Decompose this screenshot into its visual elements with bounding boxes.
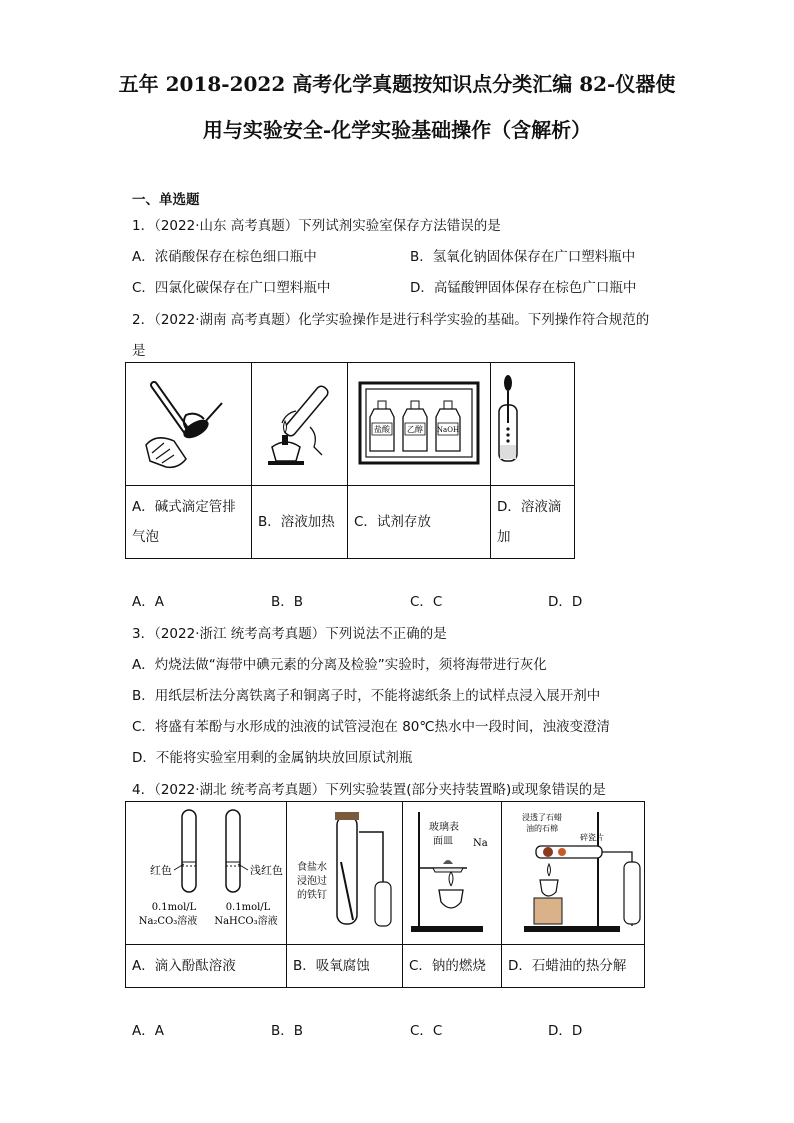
reagent-shelf-illustration (348, 363, 490, 481)
doc-title-line1: 五年 2018-2022 高考化学真题按知识点分类汇编 82-仪器使 (118, 72, 676, 96)
q2-figure-table (125, 362, 575, 559)
label-na2co3: Na₂CO₃溶液 (138, 916, 198, 927)
q3-option-c: C．将盛有苯酚与水形成的浊液的试管浸泡在 80℃热水中一段时间，浊液变澄清 (132, 719, 611, 735)
q2-choice-a[interactable]: A．A (132, 594, 164, 610)
q4-figure-table (125, 801, 645, 988)
q2-stem-line1: 2．（2022·湖南 高考真题）化学实验操作是进行科学实验的基础。下列操作符合规范的 (132, 312, 650, 328)
sodium-combustion-illustration (403, 802, 501, 940)
doc-title-line2: 用与实验安全-化学实验基础操作（含解析） (202, 118, 592, 142)
q1-option-c: C．四氯化碳保存在广口塑料瓶中 (132, 280, 331, 296)
q2-choice-c[interactable]: C．C (410, 594, 443, 610)
q3-option-b: B．用纸层析法分离铁离子和铜离子时，不能将滤纸条上的试样点浸入展开剂中 (132, 688, 601, 704)
q2-choice-b[interactable]: B．B (271, 594, 304, 610)
q2-figure-a (126, 363, 252, 486)
q3-option-a: A．灼烧法做“海带中碘元素的分离及检验”实验时，须将海带进行灰化 (132, 657, 547, 673)
label-saltwater: 食盐水 (297, 862, 327, 873)
q4-figure-d (502, 802, 645, 945)
q3-option-d: D．不能将实验室用剩的金属钠块放回原试剂瓶 (132, 750, 413, 766)
label-light-red: 浅红色 (250, 864, 283, 877)
q2-caption-c: C．试剂存放 (348, 486, 491, 559)
q1-option-a: A．浓硝酸保存在棕色细口瓶中 (132, 249, 317, 265)
q4-figure-c (403, 802, 502, 945)
label-iron-nail: 的铁钉 (297, 890, 327, 901)
label-watch-glass-1: 玻璃表 (429, 822, 459, 833)
label-conc-2: 0.1mol/L (225, 902, 271, 913)
label-conc-1: 0.1mol/L (151, 902, 197, 913)
q1-option-d: D．高锰酸钾固体保存在棕色广口瓶中 (410, 280, 637, 296)
q2-choice-d[interactable]: D．D (548, 594, 583, 610)
q2-caption-b: B．溶液加热 (252, 486, 348, 559)
q2-caption-d: D．溶液滴 加 (491, 486, 575, 559)
q4-figure-b (287, 802, 403, 945)
q4-caption-d: D．石蜡油的热分解 (502, 945, 645, 988)
q4-choice-c[interactable]: C．C (410, 1023, 443, 1039)
q4-caption-c: C．钠的燃烧 (403, 945, 502, 988)
label-asbestos-2: 油的石棉 (526, 824, 558, 833)
dropper-illustration (491, 363, 574, 481)
phenolphthalein-tubes-illustration (126, 802, 286, 940)
q2-figure-b (252, 363, 348, 486)
label-nahco3: NaHCO₃溶液 (214, 916, 278, 927)
label-red: 红色 (150, 864, 172, 877)
q3-stem: 3．（2022·浙江 统考高考真题）下列说法不正确的是 (132, 626, 447, 642)
q2-figure-c (348, 363, 491, 486)
paraffin-cracking-illustration (502, 802, 644, 940)
q2-caption-a: A．碱式滴定管排 气泡 (126, 486, 252, 559)
label-soaked: 浸泡过 (297, 876, 327, 887)
bottle-label-naoh: NaOH (436, 426, 460, 434)
q4-choice-b[interactable]: B．B (271, 1023, 304, 1039)
q4-figure-a (126, 802, 287, 945)
q4-choice-d[interactable]: D．D (548, 1023, 583, 1039)
label-porcelain: 碎瓷片 (580, 833, 604, 842)
burette-bubble-illustration (126, 363, 251, 481)
q2-figure-d (491, 363, 575, 486)
q1-option-b: B．氢氧化钠固体保存在广口塑料瓶中 (410, 249, 636, 265)
q4-stem: 4．（2022·湖北 统考高考真题）下列实验装置(部分夹持装置略)或现象错误的是 (132, 782, 606, 798)
q2-stem-line2: 是 (132, 343, 146, 359)
bottle-label-hcl: 盐酸 (374, 425, 390, 434)
test-tube-heating-illustration (252, 363, 347, 481)
section-heading: 一、单选题 (132, 192, 200, 208)
q4-caption-b: B．吸氧腐蚀 (287, 945, 403, 988)
q4-caption-a: A．滴入酚酞溶液 (126, 945, 287, 988)
label-watch-glass-2: 面皿 (433, 836, 453, 847)
bottle-label-ethanol: 乙醇 (407, 425, 423, 434)
q1-stem: 1．（2022·山东 高考真题）下列试剂实验室保存方法错误的是 (132, 218, 501, 234)
q4-choice-a[interactable]: A．A (132, 1023, 164, 1039)
label-na: Na (473, 838, 488, 849)
oxygen-corrosion-illustration (287, 802, 402, 940)
label-asbestos-1: 浸透了石蜡 (522, 813, 562, 822)
